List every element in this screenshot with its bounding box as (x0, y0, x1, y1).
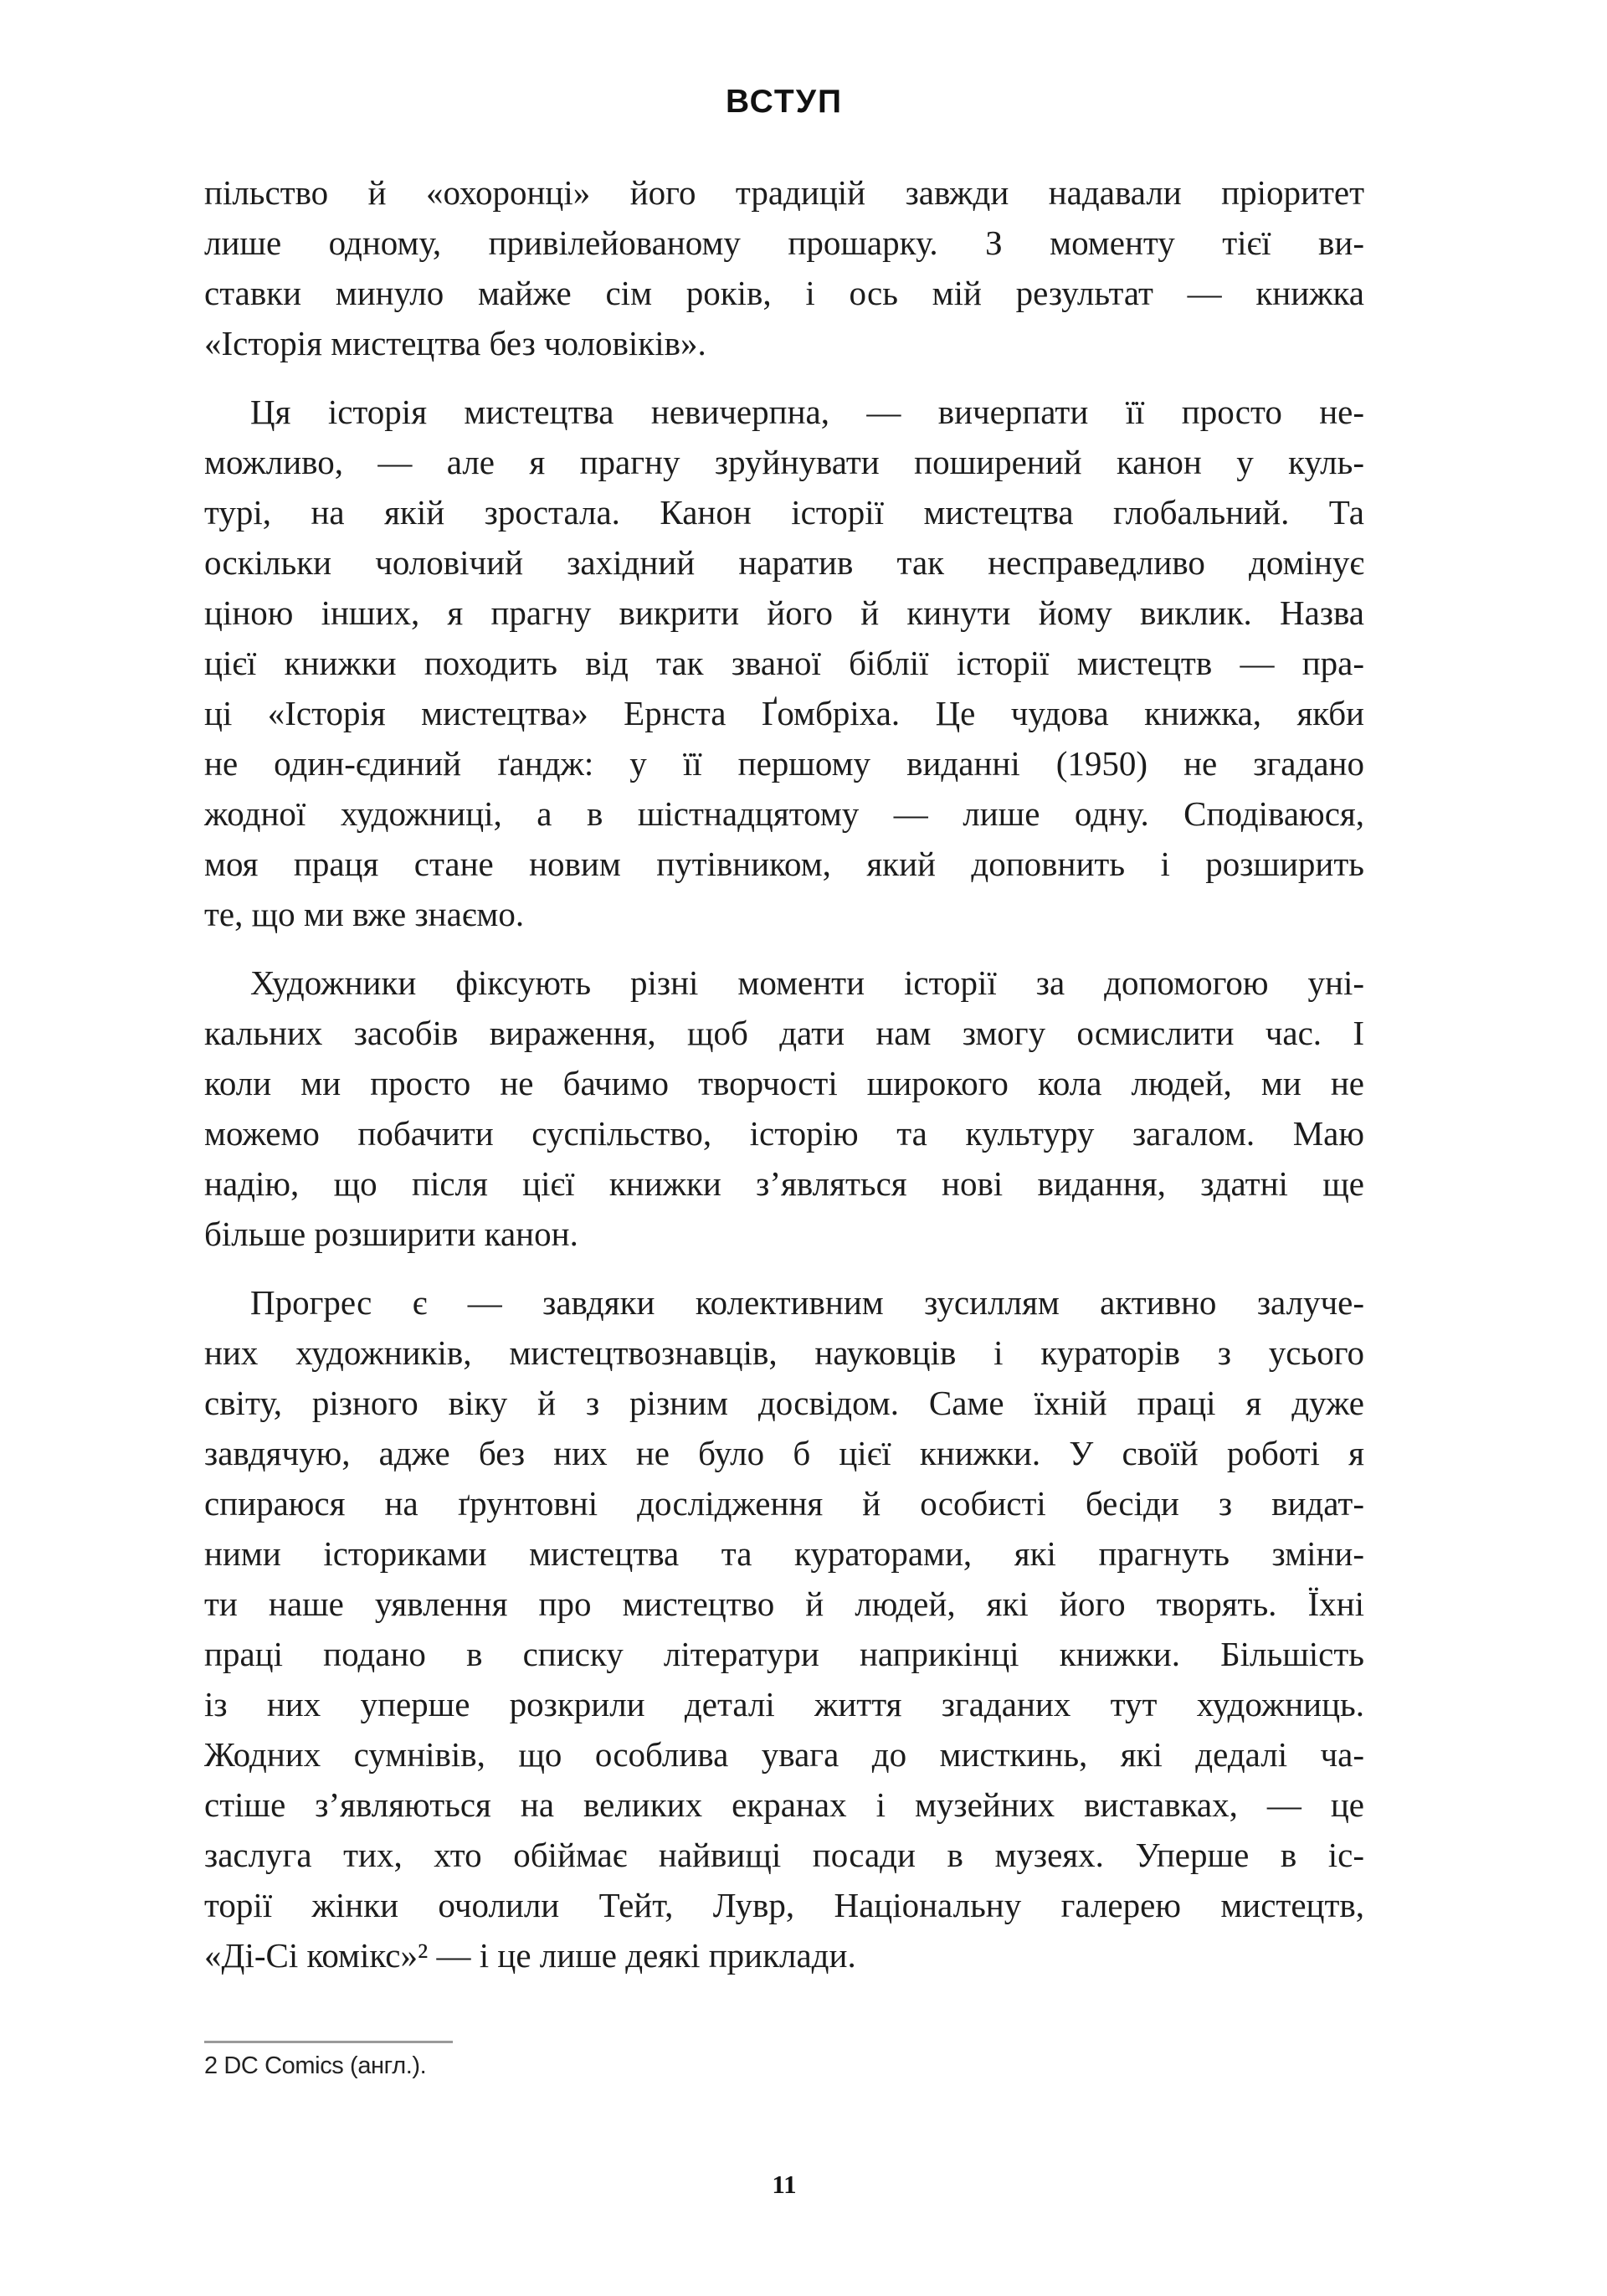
paragraph (204, 1277, 1364, 1980)
text-line: Жодних сумнівів, що особлива увага до мисткинь, які дедалі ча- (204, 1735, 1364, 1774)
footnote-text: 2 DC Comics (англ.). (204, 2052, 427, 2079)
chapter-title: ВСТУП (726, 84, 843, 120)
text-line: заслуга тих, хто обіймає найвищі посади в музеях. Уперше в іс- (204, 1836, 1364, 1874)
text-line: ціною інших, я прагну викрити його й кинути йому виклик. Назва (204, 593, 1364, 632)
text-line: ними істориками мистецтва та кураторами, які прагнуть зміни- (204, 1534, 1364, 1573)
text-line: світу, різного віку й з різним досвідом. Саме їхній праці я дуже (204, 1384, 1364, 1422)
footnote-divider (204, 2041, 453, 2043)
text-line: «Історія мистецтва без чоловіків». (204, 324, 706, 362)
text-line: пільство й «охоронці» його традицій завжди надавали пріоритет (204, 173, 1364, 212)
paragraph (204, 958, 1364, 1259)
text-line: можливо, — але я прагну зруйнувати поширений канон у куль- (204, 443, 1364, 481)
text-line: не один-єдиний ґандж: у її першому виданні (1950) не згадано (204, 744, 1364, 783)
text-line: завдячую, адже без них не було б цієї книжки. У своїй роботі я (204, 1434, 1364, 1472)
text-line: можемо побачити суспільство, історію та культуру загалом. Маю (204, 1114, 1364, 1153)
text-line: кальних засобів вираження, щоб дати нам змогу осмислити час. І (204, 1014, 1364, 1052)
text-line: більше розширити канон. (204, 1215, 578, 1253)
body-text (204, 167, 1364, 1980)
text-line: спираюся на ґрунтовні дослідження й особисті бесіди з видат- (204, 1484, 1364, 1523)
text-line: «Ді-Сі комікс»² — і це лише деякі приклади. (204, 1936, 856, 1975)
text-line: ці «Історія мистецтва» Ернста Ґомбріха. Це чудова книжка, якби (204, 694, 1364, 732)
text-line: надію, що після цієї книжки з’являться нові видання, здатні ще (204, 1164, 1364, 1203)
text-line: моя праця стане новим путівником, який доповнить і розширить (204, 845, 1364, 883)
text-line: торії жінки очолили Тейт, Лувр, Національну галерею мистецтв, (204, 1886, 1364, 1924)
page-number: 11 (772, 2170, 797, 2199)
text-line: Ця історія мистецтва невичерпна, — вичерпати її просто не- (250, 393, 1364, 431)
text-line: Прогрес є — завдяки колективним зусиллям активно залуче- (250, 1283, 1364, 1322)
text-line: жодної художниці, а в шістнадцятому — лише одну. Сподіваюся, (204, 794, 1364, 833)
text-line: Художники фіксують різні моменти історії за допомогою уні- (250, 963, 1364, 1002)
text-line: праці подано в списку літератури наприкінці книжки. Більшість (204, 1635, 1364, 1673)
text-line: турі, на якій зростала. Канон історії мистецтва глобальний. Та (204, 493, 1364, 532)
text-line: коли ми просто не бачимо творчості широкого кола людей, ми не (204, 1064, 1364, 1102)
paragraph (204, 167, 1364, 368)
text-line: ти наше уявлення про мистецтво й людей, які його творять. Їхні (204, 1585, 1364, 1623)
text-line: із них уперше розкрили деталі життя згаданих тут художниць. (204, 1685, 1364, 1723)
text-line: оскільки чоловічий західний наратив так несправедливо домінує (204, 543, 1364, 582)
text-line: стіше з’являються на великих екранах і музейних виставках, — це (204, 1785, 1364, 1824)
text-line: них художників, мистецтвознавців, науковців і кураторів з усього (204, 1333, 1364, 1372)
text-line: лише одному, привілейованому прошарку. З моменту тієї ви- (204, 223, 1364, 262)
text-line: ставки минуло майже сім років, і ось мій результат — книжка (204, 274, 1364, 312)
paragraph (204, 387, 1364, 939)
text-line: те, що ми вже знаємо. (204, 895, 525, 933)
text-line: цієї книжки походить від так званої біблії історії мистецтв — пра- (204, 644, 1364, 682)
